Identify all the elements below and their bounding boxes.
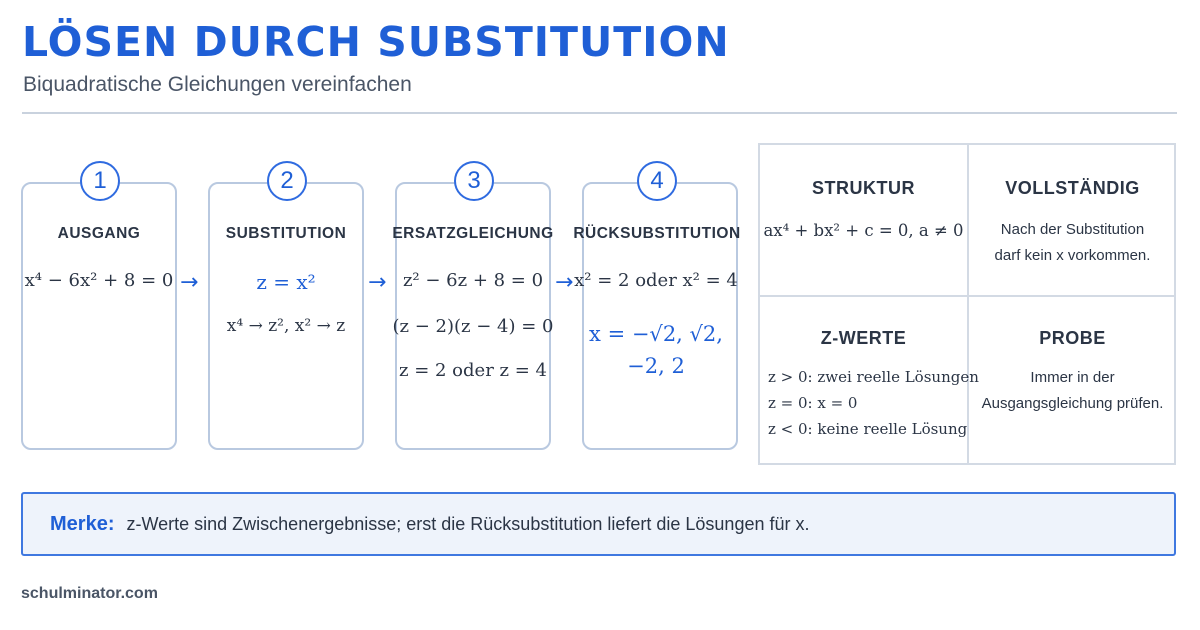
info-grid: [758, 143, 1176, 465]
equation-ausgang: x⁴ − 6x² + 8 = 0: [24, 270, 174, 291]
step-number-2: 2: [267, 161, 307, 201]
grid-text-vollstaendig: Nach der Substitution darf kein x vorkommen.: [994, 221, 1151, 264]
step-number-3: 3: [454, 161, 494, 201]
equation-factored: (z − 2)(z − 4) = 0: [392, 316, 554, 337]
step-label-ausgang: AUSGANG: [57, 225, 141, 242]
equation-z-solutions: z = 2 oder z = 4: [399, 360, 547, 381]
equation-substitution: z = x²: [256, 270, 316, 294]
step-number-4: 4: [637, 161, 677, 201]
arrow-right-icon: →: [555, 270, 574, 295]
footer-site: schulminator.com: [21, 585, 158, 602]
equation-ruecksubstitution: x² = 2 oder x² = 4: [574, 270, 738, 291]
step-label-ruecksubstitution: RÜCKSUBSTITUTION: [573, 225, 741, 242]
step-label-substitution: SUBSTITUTION: [225, 225, 347, 242]
header-divider: [22, 112, 1177, 114]
merke-label: Merke:: [50, 512, 115, 535]
page-subtitle: Biquadratische Gleichungen vereinfachen: [23, 73, 412, 96]
grid-divider-horizontal: [760, 295, 1174, 297]
step-card-ruecksubstitution: [582, 182, 738, 450]
equation-ersatzgleichung: z² − 6z + 8 = 0: [402, 270, 544, 291]
merke-box: [21, 492, 1176, 556]
grid-title-vollstaendig: VOLLSTÄNDIG: [1005, 178, 1140, 198]
grid-zwerte-line-3: z < 0: keine reelle Lösung: [768, 420, 968, 438]
grid-text-probe: Immer in der Ausgangsgleichung prüfen.: [981, 369, 1164, 412]
grid-title-struktur: STRUKTUR: [812, 178, 915, 198]
equation-x-solutions: x = −√2, √2, −2, 2: [589, 322, 723, 378]
arrow-right-icon: →: [180, 270, 199, 295]
equation-substitution-mapping: x⁴ → z², x² → z: [226, 316, 346, 336]
step-card-ausgang: [21, 182, 177, 450]
arrow-right-icon: →: [368, 270, 387, 295]
grid-zwerte-line-2: z = 0: x = 0: [768, 394, 858, 412]
merke-text: z-Werte sind Zwischenergebnisse; erst die Rücksubstitution liefert die Lösungen für x.: [126, 513, 810, 534]
grid-title-zwerte: Z-WERTE: [820, 328, 907, 348]
step-label-ersatzgleichung: ERSATZGLEICHUNG: [392, 225, 554, 242]
grid-title-probe: PROBE: [1039, 328, 1106, 348]
grid-formula-struktur: ax⁴ + bx² + c = 0, a ≠ 0: [763, 221, 964, 240]
grid-zwerte-line-1: z > 0: zwei reelle Lösungen: [768, 368, 979, 386]
page-title: LÖSEN DURCH SUBSTITUTION: [22, 18, 730, 66]
step-number-1: 1: [80, 161, 120, 201]
